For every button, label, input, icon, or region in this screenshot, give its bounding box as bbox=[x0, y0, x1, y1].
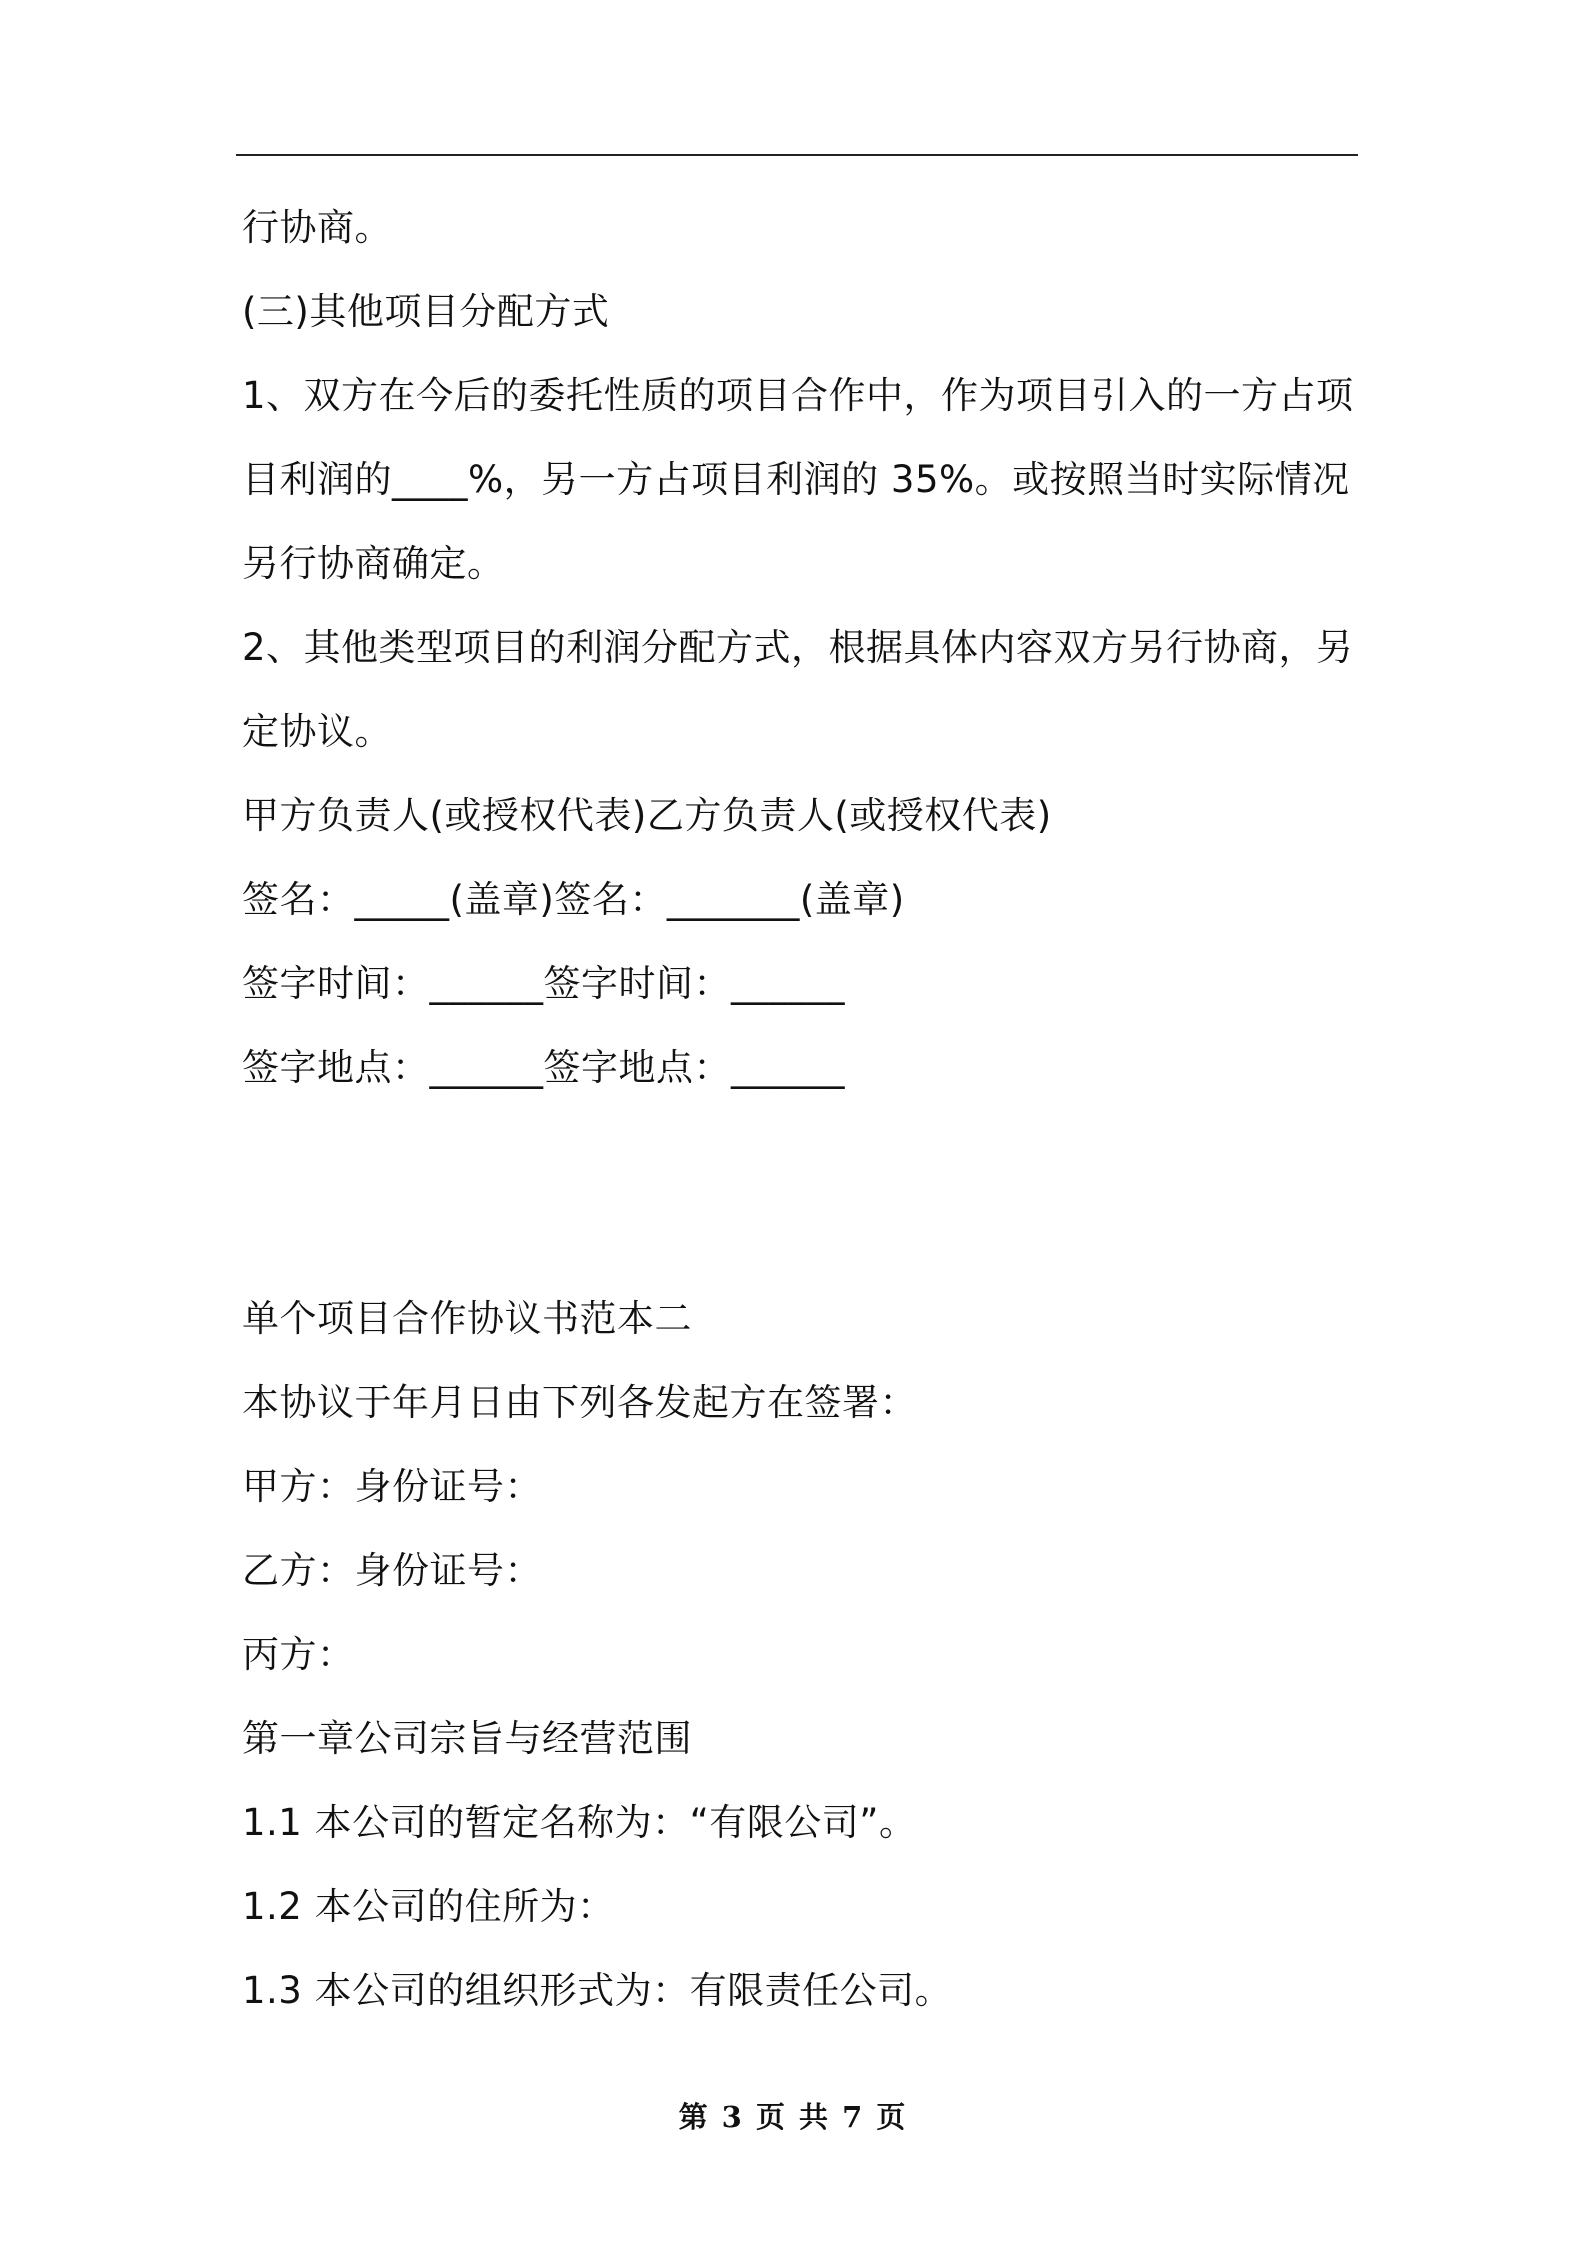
header-rule bbox=[236, 154, 1358, 156]
section-heading: (三)其他项目分配方式 bbox=[242, 290, 610, 333]
party-b-line: 乙方：身份证号： bbox=[242, 1549, 542, 1592]
paragraph-line: 行协商。 bbox=[242, 206, 392, 249]
clause-line: 1.2 本公司的住所为： bbox=[242, 1885, 615, 1928]
chapter-heading: 第一章公司宗旨与经营范围 bbox=[242, 1717, 692, 1760]
clause-line: 1.3 本公司的组织形式为：有限责任公司。 bbox=[242, 1969, 953, 2012]
signature-parties-line: 甲方负责人(或授权代表)乙方负责人(或授权代表) bbox=[242, 794, 1052, 837]
page-number: 第 3 页 共 7 页 bbox=[678, 2100, 908, 2134]
party-c-line: 丙方： bbox=[242, 1633, 355, 1676]
paragraph-line: 本协议于年月日由下列各发起方在签署： bbox=[242, 1381, 917, 1424]
document-title: 单个项目合作协议书范本二 bbox=[242, 1297, 692, 1340]
paragraph-line: 目利润的____%，另一方占项目利润的 35%。或按照当时实际情况 bbox=[242, 458, 1350, 501]
paragraph-line: 2、其他类型项目的利润分配方式，根据具体内容双方另行协商，另 bbox=[242, 626, 1354, 669]
clause-line: 1.1 本公司的暂定名称为：“有限公司”。 bbox=[242, 1801, 917, 1844]
signature-place-line: 签字地点：______签字地点：______ bbox=[242, 1046, 845, 1089]
signature-time-line: 签字时间：______签字时间：______ bbox=[242, 962, 845, 1005]
paragraph-line: 1、双方在今后的委托性质的项目合作中，作为项目引入的一方占项 bbox=[242, 374, 1354, 417]
paragraph-line: 定协议。 bbox=[242, 710, 392, 753]
paragraph-line: 另行协商确定。 bbox=[242, 542, 505, 585]
party-a-line: 甲方：身份证号： bbox=[242, 1465, 542, 1508]
signature-name-line: 签名：_____(盖章)签名：_______(盖章) bbox=[242, 878, 905, 921]
